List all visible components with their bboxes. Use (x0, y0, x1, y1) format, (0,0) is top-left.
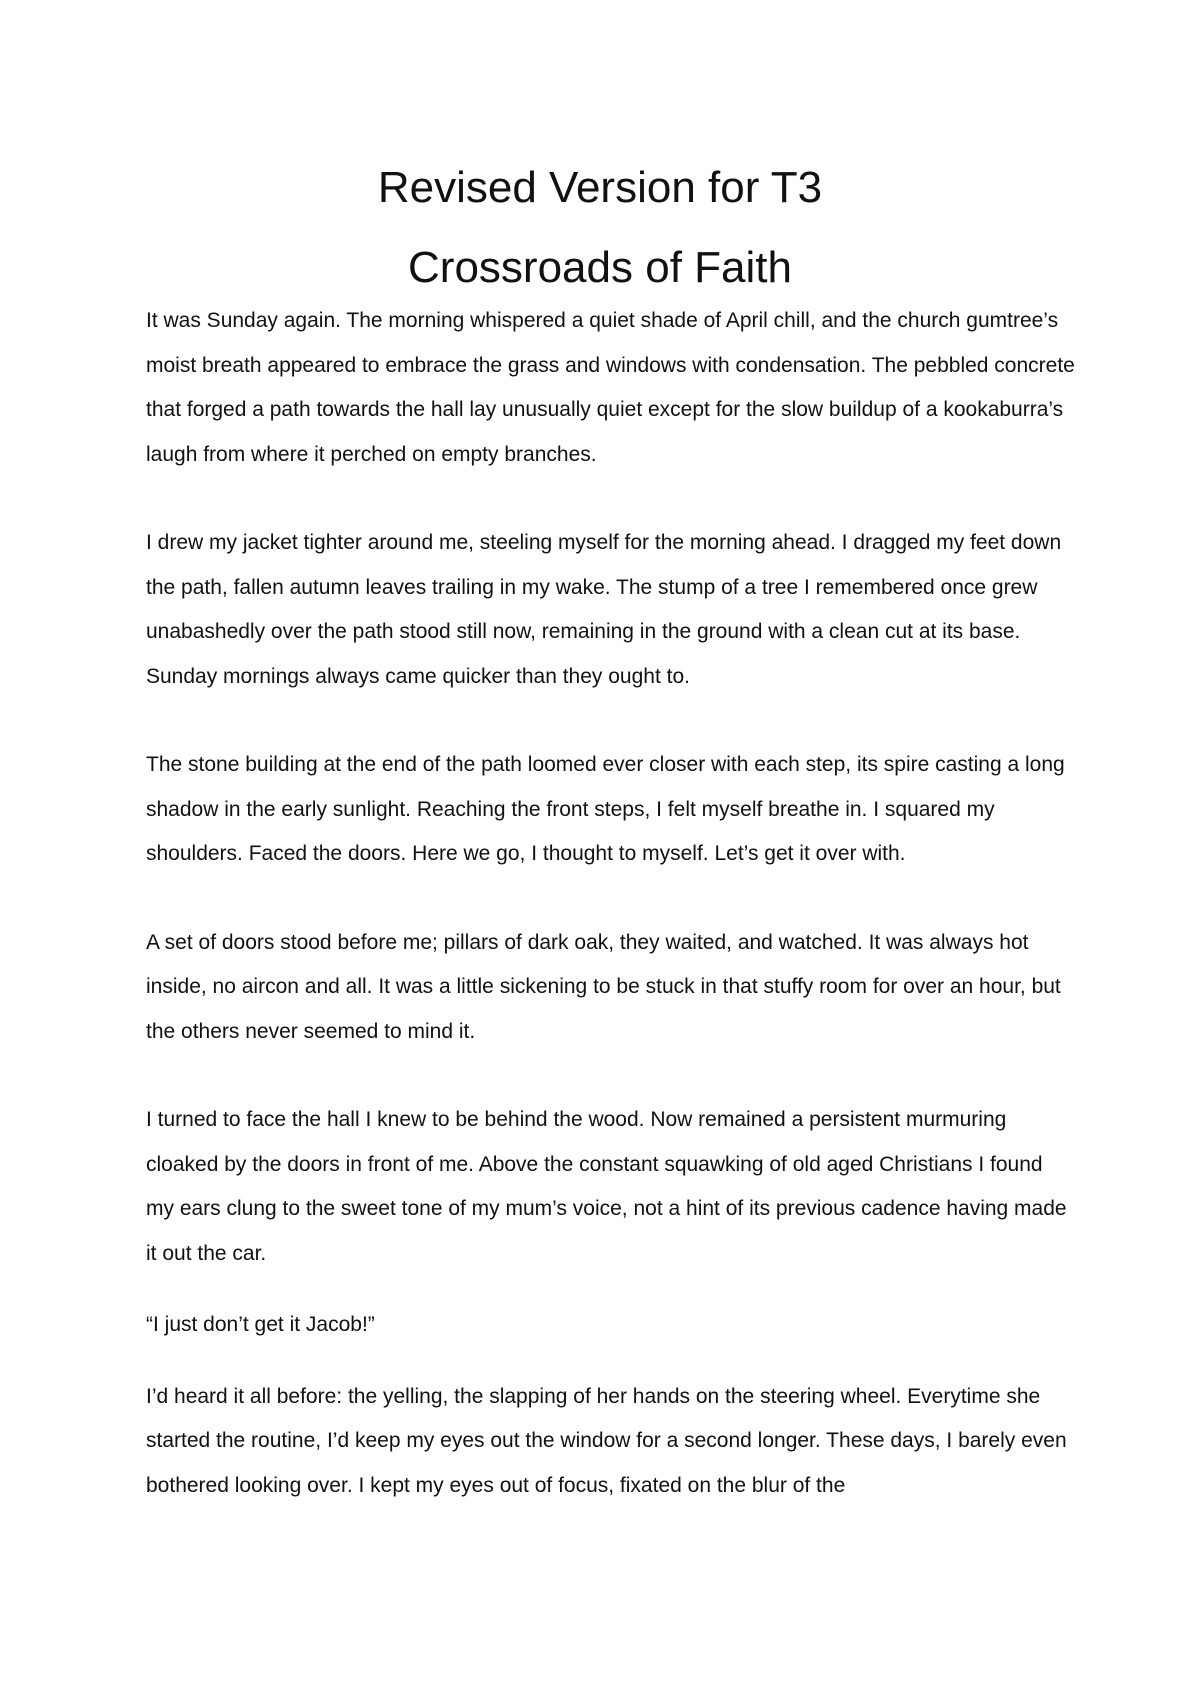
paragraph-2: I drew my jacket tighter around me, steeling myself for the morning ahead. I dragged my feet down the path, fallen autumn leaves trailing in my wake. The stump of a tree I remembered once grew unabashedly over the path stood still now, remaining in the ground with a clean cut at its base. Sunday mornings always came quicker than they ought to. (146, 531, 1062, 688)
paragraph-7: I’d heard it all before: the yelling, the slapping of her hands on the steering wheel. Everytime she started the routine, I’d keep my eyes out the window for a second longer. These days, I barely even bothered looking over. I kept my eyes out of focus, fixated on the blur of the (146, 1384, 1067, 1497)
title-block (0, 148, 1200, 308)
document-body (146, 299, 1076, 1508)
paragraph-1: It was Sunday again. The morning whispered a quiet shade of April chill, and the church gumtree’s moist breath appeared to embrace the grass and windows with condensation. The pebbled concrete that forged a path towards the hall lay unusually quiet except for the slow buildup of a kookaburra’s laugh from where it perched on empty branches. (146, 309, 1075, 466)
paragraph-4: A set of doors stood before me; pillars of dark oak, they waited, and watched. It was always hot inside, no aircon and all. It was a little sickening to be stuck in that stuffy room for over an hour, but the others never seemed to mind it. (146, 930, 1061, 1043)
document-title: Revised Version for T3 (377, 163, 823, 212)
paragraph-6-dialogue: “I just don’t get it Jacob!” (146, 1313, 375, 1336)
paragraph-5: I turned to face the hall I knew to be behind the wood. Now remained a persistent murmuring cloaked by the doors in front of me. Above the constant squawking of old aged Christians I found my ears clung to the sweet tone of my mum’s voice, not a hint of its previous cadence having made it out the car. (146, 1108, 1067, 1265)
document-subtitle: Crossroads of Faith (408, 243, 792, 292)
paragraph-3: The stone building at the end of the path loomed ever closer with each step, its spire casting a long shadow in the early sunlight. Reaching the front steps, I felt myself breathe in. I squared my shoulders. Faced the doors. Here we go, I thought to myself. Let’s get it over with. (146, 753, 1065, 865)
